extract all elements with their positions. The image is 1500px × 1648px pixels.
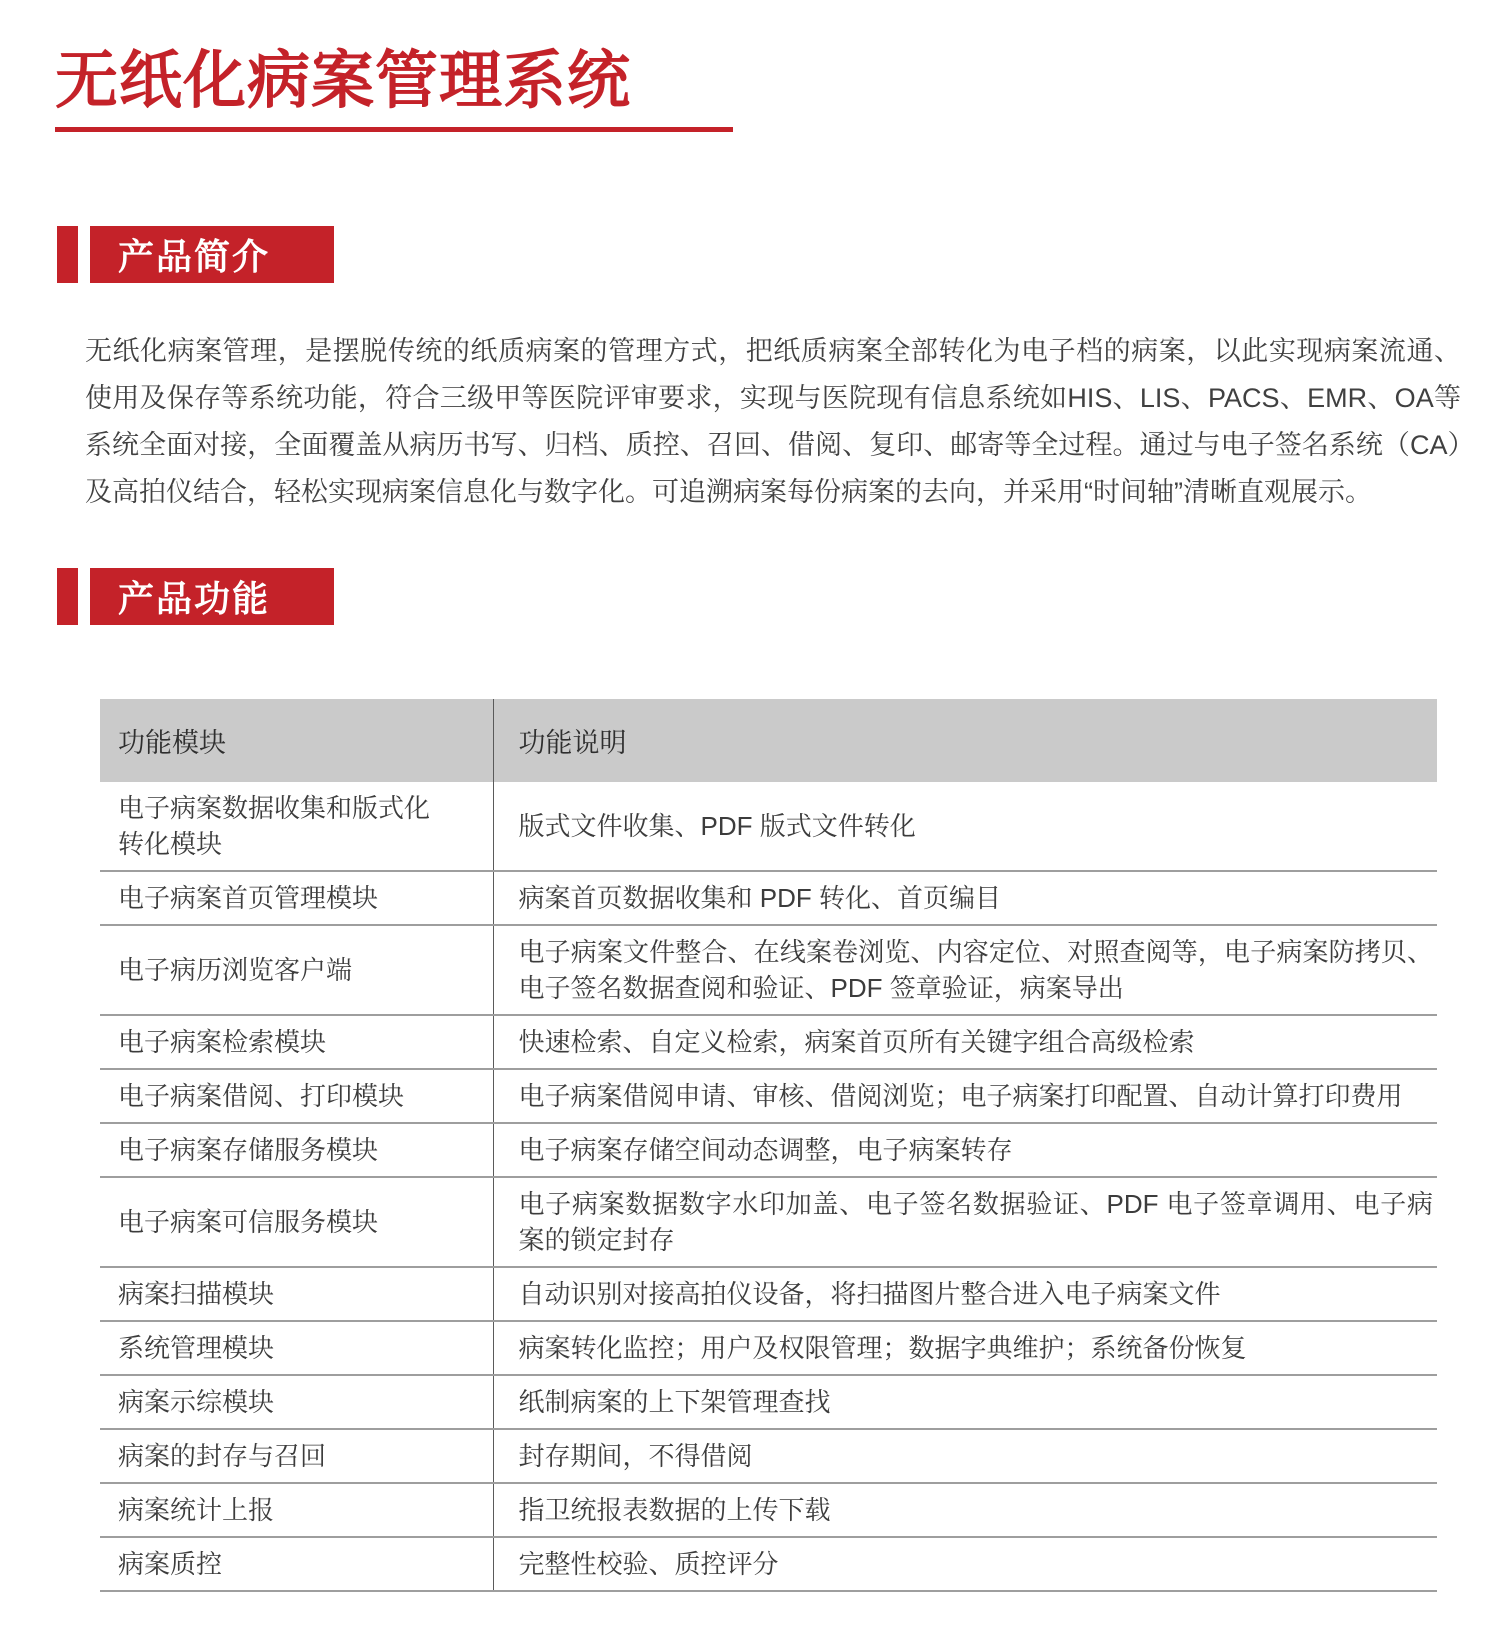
module-name: 电子病案数据收集和版式化转化模块 [100,782,493,871]
accent-bar [57,568,78,625]
section-header-intro [57,226,1500,283]
table-header-row [100,699,1437,782]
module-description: 完整性校验、质控评分 [493,1537,1437,1591]
module-description: 电子病案文件整合、在线案卷浏览、内容定位、对照查阅等，电子病案防拷贝、电子签名数据查阅和验证、PDF 签章验证，病案导出 [493,925,1437,1015]
table-row [100,1429,1437,1483]
table-row [100,782,1437,871]
module-description: 电子病案借阅申请、审核、借阅浏览；电子病案打印配置、自动计算打印费用 [493,1069,1437,1123]
title-underline [55,127,733,132]
module-description: 纸制病案的上下架管理查找 [493,1375,1437,1429]
table-row [100,1537,1437,1591]
module-name: 病案示综模块 [100,1375,493,1429]
section-header-features [57,568,1500,625]
table-row [100,1375,1437,1429]
module-name: 电子病历浏览客户端 [100,925,493,1015]
module-description: 电子病案数据数字水印加盖、电子签名数据验证、PDF 电子签章调用、电子病案的锁定封存 [493,1177,1437,1267]
table-row [100,871,1437,925]
module-description: 指卫统报表数据的上传下载 [493,1483,1437,1537]
table-row [100,1483,1437,1537]
module-name: 病案质控 [100,1537,493,1591]
module-name: 电子病案首页管理模块 [100,871,493,925]
module-description: 电子病案存储空间动态调整，电子病案转存 [493,1123,1437,1177]
table-row [100,1123,1437,1177]
module-name: 电子病案可信服务模块 [100,1177,493,1267]
table-row [100,925,1437,1015]
module-description: 自动识别对接高拍仪设备，将扫描图片整合进入电子病案文件 [493,1267,1437,1321]
section-heading-intro: 产品简介 [90,226,334,283]
table-header-module: 功能模块 [100,699,493,782]
table-header-description: 功能说明 [493,699,1437,782]
module-description: 病案首页数据收集和 PDF 转化、首页编目 [493,871,1437,925]
module-name: 电子病案存储服务模块 [100,1123,493,1177]
table-row [100,1177,1437,1267]
module-name: 病案扫描模块 [100,1267,493,1321]
module-name: 电子病案借阅、打印模块 [100,1069,493,1123]
table-row [100,1069,1437,1123]
table-row [100,1015,1437,1069]
page-title: 无纸化病案管理系统 [55,46,631,116]
module-name: 病案统计上报 [100,1483,493,1537]
intro-paragraph: 无纸化病案管理，是摆脱传统的纸质病案的管理方式，把纸质病案全部转化为电子档的病案，以此实现病案流通、使用及保存等系统功能，符合三级甲等医院评审要求，实现与医院现有信息系统如HIS、LIS、PACS、EMR、OA等系统全面对接，全面覆盖从病历书写、归档、质控、召回、借阅、复印、邮寄等全过程。通过与电子签名系统（CA）及高拍仪结合，轻松实现病案信息化与数字化。可追溯病案每份病案的去向，并采用“时间轴”清晰直观展示。 [85,336,1461,508]
module-description: 病案转化监控；用户及权限管理；数据字典维护；系统备份恢复 [493,1321,1437,1375]
table-row [100,1321,1437,1375]
module-name: 系统管理模块 [100,1321,493,1375]
module-description: 快速检索、自定义检索，病案首页所有关键字组合高级检索 [493,1015,1437,1069]
module-name: 电子病案检索模块 [100,1015,493,1069]
module-description: 封存期间，不得借阅 [493,1429,1437,1483]
table-row [100,1267,1437,1321]
module-name: 病案的封存与召回 [100,1429,493,1483]
features-table [100,699,1437,1592]
module-description: 版式文件收集、PDF 版式文件转化 [493,782,1437,871]
accent-bar [57,226,78,283]
section-heading-features: 产品功能 [90,568,334,625]
